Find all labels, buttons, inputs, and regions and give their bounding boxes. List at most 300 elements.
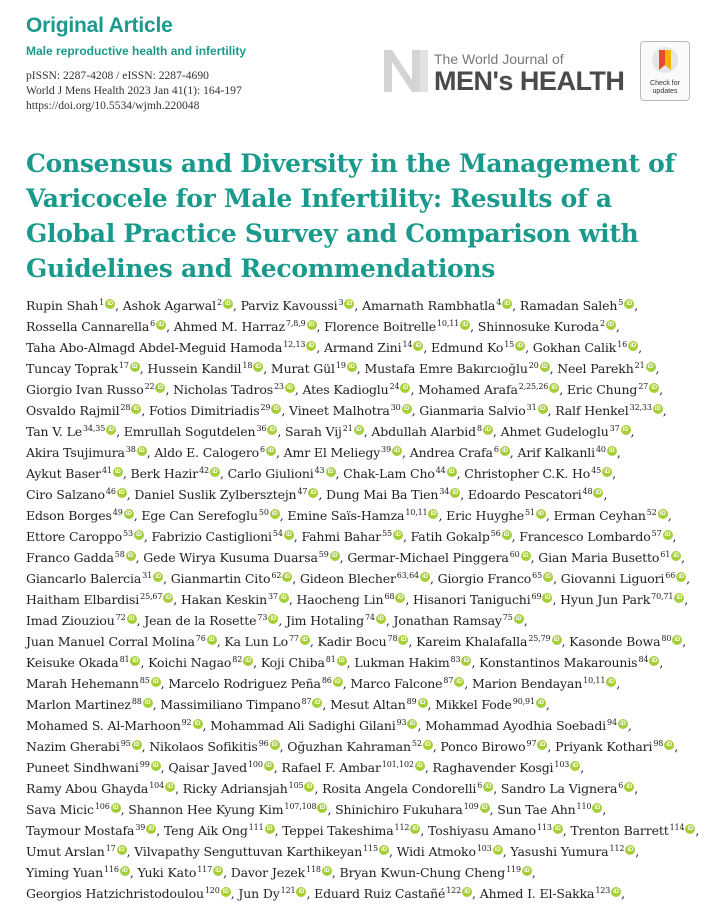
author-name: Nicholas Tadros: [173, 382, 273, 397]
orcid-icon[interactable]: [210, 467, 220, 477]
author-affiliation: 5: [618, 298, 624, 307]
orcid-icon[interactable]: [649, 656, 659, 666]
orcid-icon[interactable]: [483, 782, 493, 792]
author-line: Juan Manuel Corral Molina$^{76}$iD , Ka Lun Lo$^{77}$iD , Kadir Bocu$^{78}$iD , Kareim Khalafalla$^{25,79}$iD , Kasonde Bowa$^{80}$iD ,: [26, 631, 706, 652]
orcid-icon[interactable]: [628, 341, 638, 351]
author: [561, 571, 686, 586]
orcid-icon[interactable]: [493, 845, 503, 855]
orcid-icon[interactable]: [649, 383, 659, 393]
orcid-icon[interactable]: [522, 866, 532, 876]
publication-meta: [26, 68, 242, 113]
orcid-icon[interactable]: [304, 782, 314, 792]
author-name: Daniel Suslik Zylbersztejn: [134, 487, 297, 502]
orcid-icon[interactable]: [130, 362, 140, 372]
orcid-icon[interactable]: [163, 593, 173, 603]
author-affiliation: 17: [118, 361, 129, 370]
check-for-updates-badge[interactable]: [640, 41, 690, 101]
orcid-icon[interactable]: [653, 404, 663, 414]
orcid-icon[interactable]: [153, 572, 163, 582]
orcid-icon[interactable]: [536, 509, 546, 519]
orcid-icon[interactable]: [354, 425, 364, 435]
author: [26, 676, 161, 691]
author: [271, 361, 357, 376]
author-affiliation: 58: [114, 550, 125, 559]
author-name: Jonathan Ramsay: [393, 613, 502, 628]
author-name: Berk Hazir: [130, 466, 199, 481]
author-line: Taymour Mostafa$^{39}$iD , Teng Aik Ong$^{111}$iD , Teppei Takeshima$^{112}$iD , Toshiyasu Amano$^{113}$iD , Trenton Barrett$^{114}$iD ,: [26, 820, 706, 841]
orcid-icon[interactable]: [265, 824, 275, 834]
author-name: Emine Saïs-Hamza: [287, 508, 405, 523]
orcid-icon[interactable]: [674, 593, 684, 603]
author-affiliation: 8: [476, 424, 482, 433]
author: [533, 340, 638, 355]
author-name: Yasushi Yumura: [510, 844, 609, 859]
orcid-icon[interactable]: [400, 383, 410, 393]
author-name: Widi Atmoko: [396, 844, 476, 859]
issn: pISSN: 2287-4208 / eISSN: 2287-4690: [26, 69, 209, 82]
author-affiliation: 110: [576, 802, 592, 811]
orcid-icon[interactable]: [317, 803, 327, 813]
author: [362, 298, 512, 313]
orcid-icon[interactable]: [663, 530, 673, 540]
author-affiliation: 78: [387, 634, 398, 643]
author: [519, 529, 672, 544]
orcid-icon[interactable]: [379, 845, 389, 855]
author-line: Yiming Yuan$^{116}$iD , Yuki Kato$^{117}$iD , Davor Jezek$^{118}$iD , Bryan Kwun-Chung Cheng$^{119}$iD ,: [26, 862, 706, 883]
orcid-icon[interactable]: [117, 488, 127, 498]
author-affiliation: 53: [123, 529, 133, 538]
author-affiliation: 6: [618, 781, 624, 790]
orcid-icon[interactable]: [284, 530, 294, 540]
orcid-icon[interactable]: [447, 467, 457, 477]
orcid-icon[interactable]: [658, 509, 668, 519]
orcid-icon[interactable]: [111, 803, 121, 813]
author-name: Shinichiro Fukuhara: [335, 802, 463, 817]
orcid-icon[interactable]: [407, 719, 417, 729]
author-line: Ramy Abou Ghayda$^{104}$iD , Ricky Adriansjah$^{105}$iD , Rosita Angela Condorelli$^6$iD , Sandro La Vignera$^6$iD ,: [26, 778, 706, 799]
bookmark-check-icon: [651, 46, 679, 74]
author: [555, 403, 663, 418]
author: [464, 466, 612, 481]
author-affiliation: 74: [364, 613, 375, 622]
author-affiliation: 6: [493, 445, 499, 454]
author-name: Haocheng Lin: [296, 592, 384, 607]
author: [297, 592, 406, 607]
author-affiliation: 111: [248, 823, 264, 832]
orcid-icon[interactable]: [270, 740, 280, 750]
orcid-icon[interactable]: [143, 698, 153, 708]
author-affiliation: 57: [651, 529, 662, 538]
article-header: [26, 14, 696, 124]
doi-link[interactable]: https://doi.org/10.5534/wjmh.220048: [26, 99, 200, 112]
orcid-icon[interactable]: [392, 446, 402, 456]
author-name: Ahmed I. El-Sakka: [479, 886, 595, 901]
author-affiliation: 117: [197, 865, 213, 874]
orcid-icon[interactable]: [243, 656, 253, 666]
orcid-icon[interactable]: [330, 551, 340, 561]
author: [431, 340, 525, 355]
orcid-icon[interactable]: [621, 425, 631, 435]
author-affiliation: 23: [273, 382, 284, 391]
orcid-icon[interactable]: [538, 404, 548, 414]
author: [517, 445, 616, 460]
author-name: Konstantinos Makarounis: [479, 655, 638, 670]
orcid-icon[interactable]: [126, 551, 136, 561]
author: [347, 550, 530, 565]
orcid-icon[interactable]: [312, 698, 322, 708]
author-affiliation: 43: [314, 466, 325, 475]
author-affiliation: 81: [325, 655, 336, 664]
orcid-icon[interactable]: [676, 572, 686, 582]
author: [181, 592, 289, 607]
orcid-icon[interactable]: [500, 446, 510, 456]
author-name: Koji Chiba: [260, 655, 325, 670]
author-name: Mesut Altan: [330, 697, 406, 712]
author: [478, 319, 616, 334]
author-name: Ka Lun Lo: [224, 634, 288, 649]
author: [143, 550, 339, 565]
orcid-icon[interactable]: [307, 320, 317, 330]
orcid-icon[interactable]: [376, 614, 386, 624]
orcid-icon[interactable]: [480, 803, 490, 813]
orcid-icon[interactable]: [395, 593, 405, 603]
author-name: Jean de la Rosette: [144, 613, 257, 628]
author: [26, 823, 156, 838]
author-line: Mohamed S. Al-Marhoon$^{92}$iD , Mohammad Ali Sadighi Gilani$^{93}$iD , Mohammad Ayodhia Soebadi$^{94}$iD ,: [26, 715, 706, 736]
author-affiliation: 113: [536, 823, 552, 832]
orcid-icon[interactable]: [347, 362, 357, 372]
author-name: Aykut Baser: [26, 466, 101, 481]
author-affiliation: 116: [103, 865, 119, 874]
author-name: Juan Manuel Corral Molina: [26, 634, 195, 649]
orcid-icon[interactable]: [337, 656, 347, 666]
author: [26, 739, 142, 754]
author-name: Jun Dy: [238, 886, 280, 901]
author: [284, 445, 402, 460]
orcid-icon[interactable]: [151, 677, 161, 687]
journal-logo-mark-icon: [382, 46, 428, 94]
orcid-icon[interactable]: [300, 635, 310, 645]
author-name: Ates Kadioglu: [302, 382, 389, 397]
orcid-icon[interactable]: [267, 425, 277, 435]
orcid-icon[interactable]: [285, 383, 295, 393]
author-name: Yuki Kato: [137, 865, 197, 880]
orcid-icon[interactable]: [553, 824, 563, 834]
author: [123, 298, 233, 313]
orcid-icon[interactable]: [165, 782, 175, 792]
author-line: Tan V. Le$^{34,35}$iD , Emrullah Sogutdelen$^{36}$iD , Sarah Vij$^{21}$iD , Abdullah Alarbid$^8$iD , Ahmet Gudeloglu$^{37}$iD ,: [26, 421, 706, 442]
author-name: Florence Boitrelle: [324, 319, 436, 334]
orcid-icon[interactable]: [540, 362, 550, 372]
author: [326, 487, 460, 502]
author-name: Taha Abo-Almagd Abdel-Meguid Hamoda: [26, 340, 283, 355]
author-affiliation: 10,11: [583, 676, 606, 685]
journal-name-small: The World Journal of: [434, 51, 564, 67]
author-name: Fabrizio Castiglioni: [151, 529, 272, 544]
author: [324, 340, 423, 355]
orcid-icon[interactable]: [542, 593, 552, 603]
author-name: Edmund Ko: [430, 340, 504, 355]
author: [501, 781, 634, 796]
orcid-icon[interactable]: [117, 845, 127, 855]
orcid-icon[interactable]: [308, 488, 318, 498]
author-name: Carlo Giulioni: [227, 466, 314, 481]
author-affiliation: 61: [660, 550, 671, 559]
orcid-icon[interactable]: [207, 635, 217, 645]
author: [26, 844, 127, 859]
orcid-icon[interactable]: [344, 299, 354, 309]
author-affiliation: 6: [260, 445, 265, 454]
orcid-icon[interactable]: [454, 677, 464, 687]
author: [397, 844, 503, 859]
author: [144, 613, 278, 628]
author-affiliation: 80: [661, 634, 672, 643]
orcid-icon[interactable]: [279, 593, 289, 603]
author-name: Davor Jezek: [230, 865, 306, 880]
author-affiliation: 3: [338, 298, 344, 307]
orcid-icon[interactable]: [685, 824, 695, 834]
author-affiliation: 76: [195, 634, 206, 643]
orcid-icon[interactable]: [502, 299, 512, 309]
journal-logo[interactable]: [382, 44, 625, 102]
author-name: Marlon Martinez: [26, 697, 131, 712]
orcid-icon[interactable]: [624, 782, 634, 792]
author-name: Hussein Kandil: [147, 361, 242, 376]
orcid-icon[interactable]: [671, 551, 681, 561]
author-name: Shannon Hee Kyung Kim: [128, 802, 284, 817]
orcid-icon[interactable]: [537, 740, 547, 750]
author-line: Ciro Salzano$^{46}$iD , Daniel Suslik Zylbersztejn$^{47}$iD , Dung Mai Ba Tien$^{34}$iD , Edoardo Pescatori$^{48}$iD ,: [26, 484, 706, 505]
author-line: Umut Arslan$^{17}$iD , Vilvapathy Senguttuvan Karthikeyan$^{115}$iD , Widi Atmoko$^{103}$iD , Yasushi Yumura$^{112}$iD ,: [26, 841, 706, 862]
author-affiliation: 40: [595, 445, 606, 454]
orcid-icon[interactable]: [521, 551, 531, 561]
orcid-icon[interactable]: [132, 740, 142, 750]
orcid-icon[interactable]: [137, 446, 147, 456]
orcid-icon[interactable]: [134, 530, 144, 540]
author-affiliation: 31: [526, 403, 537, 412]
orcid-icon[interactable]: [127, 614, 137, 624]
orcid-icon[interactable]: [483, 425, 493, 435]
author-affiliation: 37: [609, 424, 620, 433]
orcid-icon[interactable]: [536, 698, 546, 708]
author-name: Edoardo Pescatori: [467, 487, 582, 502]
author: [468, 487, 604, 502]
author-affiliation: 4: [496, 298, 502, 307]
orcid-icon[interactable]: [402, 404, 412, 414]
author-affiliation: 114: [669, 823, 685, 832]
author-name: Marcelo Rodriguez Peña: [168, 676, 321, 691]
author: [394, 613, 524, 628]
orcid-icon[interactable]: [423, 740, 433, 750]
orcid-icon[interactable]: [664, 740, 674, 750]
author-name: Hisanori Taniguchi: [412, 592, 531, 607]
orcid-icon[interactable]: [326, 467, 336, 477]
orcid-icon[interactable]: [646, 362, 656, 372]
author-affiliation: 52: [411, 739, 422, 748]
orcid-icon[interactable]: [106, 425, 116, 435]
orcid-icon[interactable]: [420, 572, 430, 582]
author-affiliation: 96: [258, 739, 269, 748]
orcid-icon[interactable]: [322, 866, 332, 876]
author: [26, 781, 175, 796]
author-affiliation: 50: [258, 508, 269, 517]
orcid-icon[interactable]: [105, 299, 115, 309]
orcid-icon[interactable]: [264, 761, 274, 771]
orcid-icon[interactable]: [606, 677, 616, 687]
orcid-icon[interactable]: [398, 635, 408, 645]
orcid-icon[interactable]: [213, 866, 223, 876]
orcid-icon[interactable]: [120, 866, 130, 876]
author-line: Rupin Shah$^1$iD , Ashok Agarwal$^2$iD , Parviz Kavoussi$^3$iD , Amarnath Rambhatla$^4$iD , Ramadan Saleh$^5$iD ,: [26, 295, 706, 316]
author: [282, 823, 420, 838]
orcid-icon[interactable]: [624, 299, 634, 309]
orcid-icon[interactable]: [552, 635, 562, 645]
orcid-icon[interactable]: [410, 824, 420, 834]
author-name: Eduard Ruiz Castañé: [314, 886, 446, 901]
orcid-icon[interactable]: [268, 614, 278, 624]
author-name: Qaisar Javed: [168, 760, 247, 775]
orcid-icon[interactable]: [514, 614, 524, 624]
orcid-icon[interactable]: [611, 887, 621, 897]
orcid-icon[interactable]: [221, 887, 231, 897]
orcid-icon[interactable]: [418, 698, 428, 708]
author: [26, 487, 127, 502]
author-name: Priyank Kothari: [555, 739, 653, 754]
author-name: Shinnosuke Kuroda: [477, 319, 599, 334]
orcid-icon[interactable]: [333, 677, 343, 687]
orcid-icon[interactable]: [253, 362, 263, 372]
author: [238, 886, 306, 901]
author-name: Kareim Khalafalla: [416, 634, 528, 649]
orcid-icon[interactable]: [450, 488, 460, 498]
author: [446, 508, 546, 523]
author-affiliation: 2: [216, 298, 222, 307]
author-affiliation: 92: [181, 718, 192, 727]
author: [570, 823, 695, 838]
author-name: Amr El Meliegy: [283, 445, 381, 460]
orcid-icon[interactable]: [502, 530, 512, 540]
author-name: Ahmed M. Harraz: [173, 319, 285, 334]
author-name: Taymour Mostafa: [26, 823, 135, 838]
orcid-icon[interactable]: [151, 761, 161, 771]
orcid-icon[interactable]: [606, 320, 616, 330]
orcid-icon[interactable]: [113, 467, 123, 477]
author: [479, 655, 659, 670]
author-name: Emrullah Sogutdelen: [123, 424, 256, 439]
orcid-icon[interactable]: [193, 719, 203, 729]
orcid-icon[interactable]: [131, 404, 141, 414]
author-name: Francesco Lombardo: [519, 529, 651, 544]
orcid-icon[interactable]: [543, 572, 553, 582]
orcid-icon[interactable]: [155, 383, 165, 393]
orcid-icon[interactable]: [306, 341, 316, 351]
orcid-icon[interactable]: [592, 803, 602, 813]
orcid-icon[interactable]: [593, 488, 603, 498]
orcid-icon[interactable]: [428, 509, 438, 519]
orcid-icon[interactable]: [415, 761, 425, 771]
author: [435, 697, 546, 712]
orcid-icon[interactable]: [602, 467, 612, 477]
author: [340, 865, 532, 880]
author-affiliation: 2: [599, 319, 605, 328]
author-affiliation: 15: [504, 340, 515, 349]
orcid-icon[interactable]: [296, 887, 306, 897]
author-line: Aykut Baser$^{41}$iD , Berk Hazir$^{42}$iD , Carlo Giulioni$^{43}$iD , Chak-Lam Cho$^{44}$iD , Christopher C.K. Ho$^{45}$iD ,: [26, 463, 706, 484]
author: [371, 424, 493, 439]
author-line: Rossella Cannarella$^6$iD , Ahmed M. Harraz$^{7,8,9}$iD , Florence Boitrelle$^{10,11}$iD , Shinnosuke Kuroda$^2$iD ,: [26, 316, 706, 337]
orcid-icon[interactable]: [460, 320, 470, 330]
orcid-icon[interactable]: [223, 299, 233, 309]
orcid-icon[interactable]: [266, 446, 276, 456]
orcid-icon[interactable]: [270, 509, 280, 519]
author: [354, 655, 471, 670]
author: [26, 886, 231, 901]
author-affiliation: 93: [396, 718, 407, 727]
author: [26, 592, 173, 607]
orcid-icon[interactable]: [282, 572, 292, 582]
orcid-icon[interactable]: [549, 383, 559, 393]
author-affiliation: 69: [531, 592, 542, 601]
author-name: Chak-Lam Cho: [343, 466, 435, 481]
author-affiliation: 42: [199, 466, 209, 475]
author-name: Teppei Takeshima: [282, 823, 394, 838]
author-name: Osvaldo Rajmil: [26, 403, 120, 418]
orcid-icon[interactable]: [607, 446, 617, 456]
author-affiliation: 70,71: [651, 592, 674, 601]
orcid-icon[interactable]: [271, 404, 281, 414]
author-name: Ege Can Serefoglu: [141, 508, 258, 523]
orcid-icon[interactable]: [625, 845, 635, 855]
author-affiliation: 52: [646, 508, 657, 517]
author-affiliation: 49: [112, 508, 123, 517]
author: [410, 445, 510, 460]
orcid-icon[interactable]: [570, 761, 580, 771]
orcid-icon[interactable]: [515, 341, 525, 351]
orcid-icon[interactable]: [156, 320, 166, 330]
author-affiliation: 37: [267, 592, 278, 601]
orcid-icon[interactable]: [413, 341, 423, 351]
orcid-icon[interactable]: [461, 656, 471, 666]
author-name: Sava Micic: [26, 802, 94, 817]
author-name: Mohamed S. Al-Marhoon: [26, 718, 181, 733]
author-name: Murat Gül: [270, 361, 335, 376]
author-affiliation: 82: [232, 655, 243, 664]
author-affiliation: 100: [247, 760, 263, 769]
author-affiliation: 121: [280, 886, 296, 895]
orcid-icon[interactable]: [618, 719, 628, 729]
author: [472, 676, 616, 691]
author-name: Marion Bendayan: [471, 676, 583, 691]
orcid-icon[interactable]: [130, 656, 140, 666]
author-affiliation: 73: [257, 613, 268, 622]
author-affiliation: 45: [591, 466, 602, 475]
author-name: Franco Gadda: [26, 550, 114, 565]
author: [318, 634, 409, 649]
orcid-icon[interactable]: [146, 824, 156, 834]
orcid-icon[interactable]: [124, 509, 134, 519]
author-name: Ramadan Saleh: [519, 298, 618, 313]
orcid-icon[interactable]: [462, 887, 472, 897]
author-name: Ralf Henkel: [555, 403, 629, 418]
author-affiliation: 28: [120, 403, 131, 412]
author-name: Raghavender Kosgi: [432, 760, 554, 775]
orcid-icon[interactable]: [672, 635, 682, 645]
author-name: Giorgio Ivan Russo: [26, 382, 144, 397]
orcid-icon[interactable]: [393, 530, 403, 540]
author-line: Keisuke Okada$^{81}$iD , Koichi Nagao$^{82}$iD , Koji Chiba$^{81}$iD , Lukman Hakim$^{83}$iD , Konstantinos Makarounis$^{84}$iD ,: [26, 652, 706, 673]
author-name: Mohamed Arafa: [418, 382, 518, 397]
author: [173, 382, 295, 397]
